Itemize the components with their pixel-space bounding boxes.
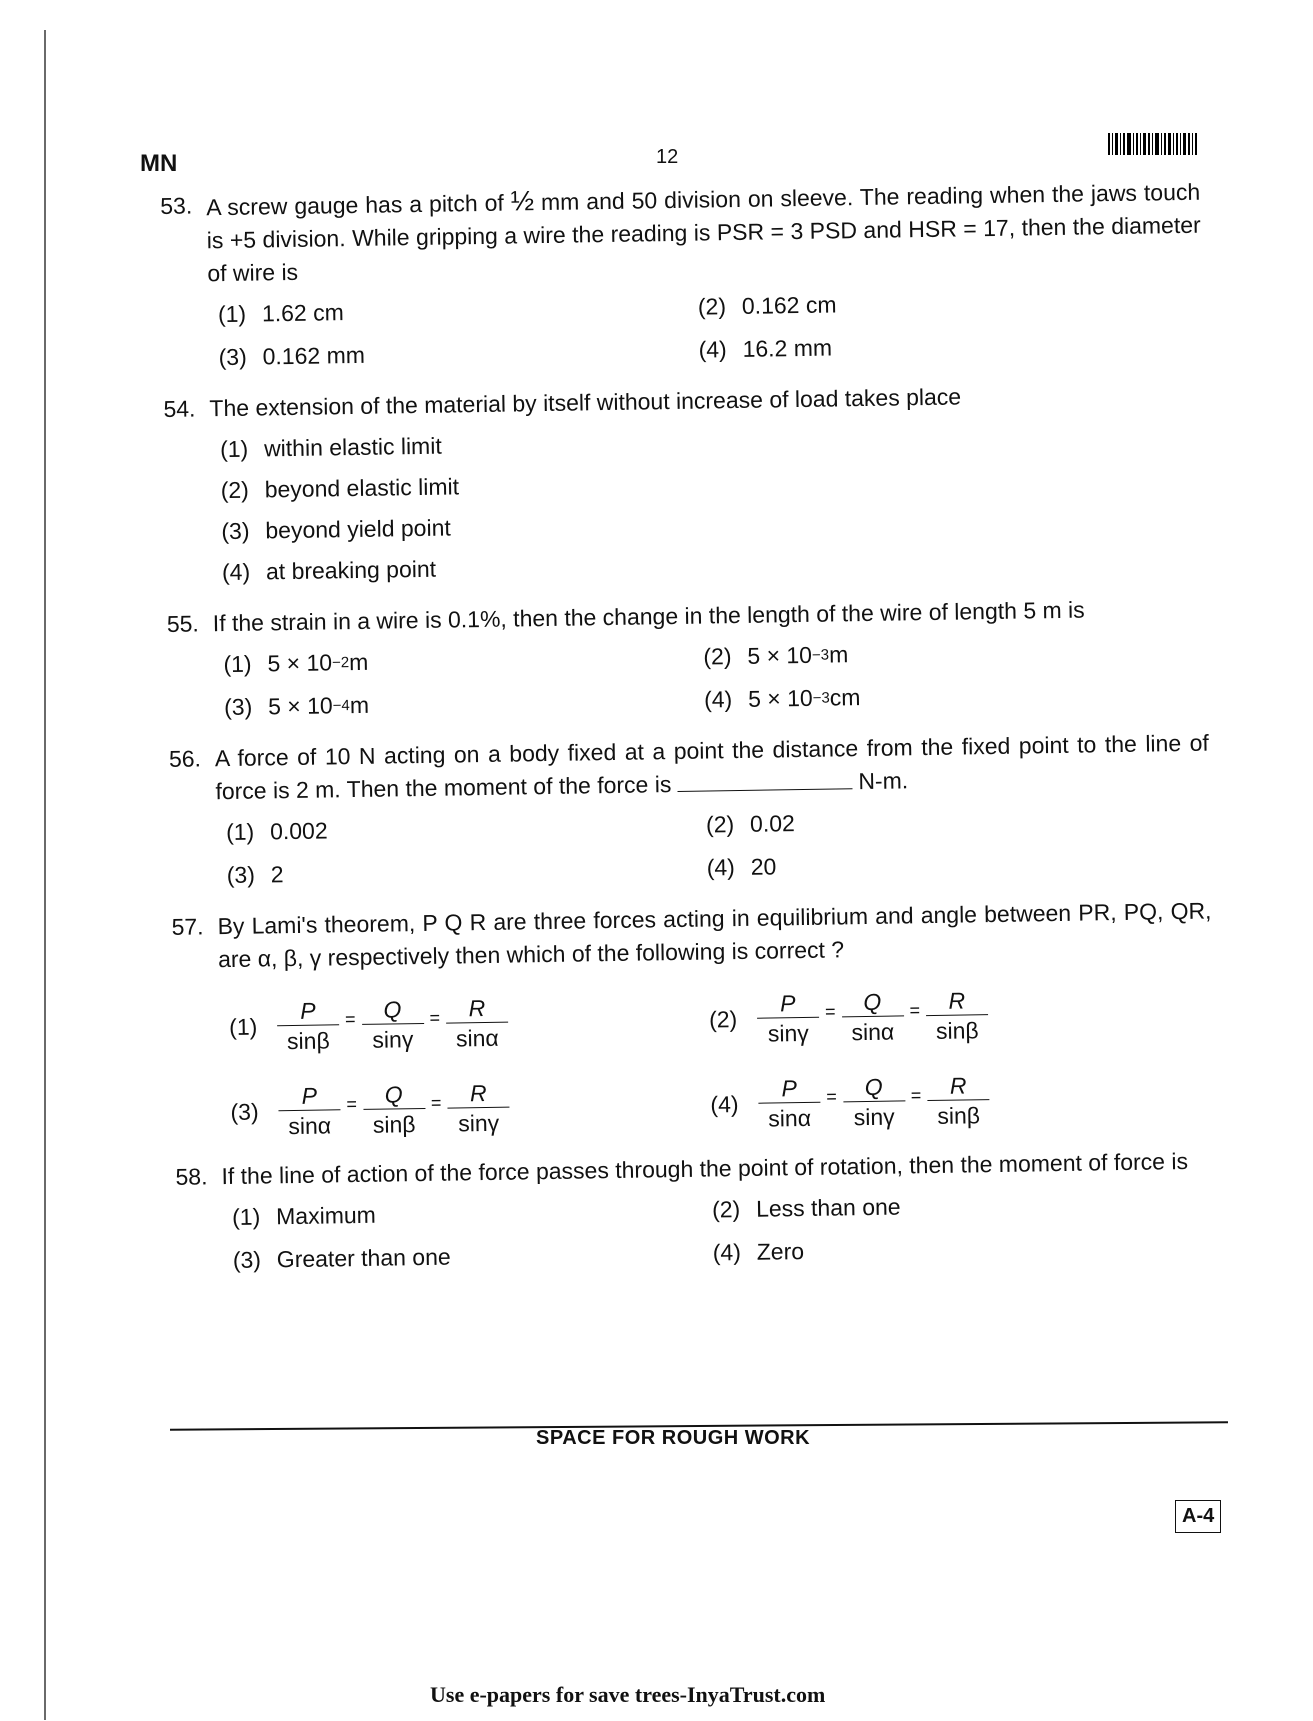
question-55 — [167, 592, 1209, 725]
option-1[interactable]: (1) Maximum — [231, 1201, 376, 1230]
page-number: 12 — [656, 146, 679, 168]
option-4[interactable]: (4) 20 — [706, 853, 777, 881]
question-number: 56. — [168, 745, 202, 772]
option-1[interactable]: (1) 1.62 cm — [217, 299, 344, 328]
question-text: The extension of the material by itself without increase of load takes place — [209, 383, 962, 422]
option-4[interactable]: (4) 16.2 mm — [698, 334, 833, 363]
question-text: A force of 10 N acting on a body fixed at a point the distance from the fixed point to the line of force is 2 m. Then the moment of the force is N-m. — [214, 729, 1210, 805]
option-2[interactable]: (2) 0.162 cm — [697, 291, 837, 320]
option-2[interactable]: (2) beyond elastic limit — [220, 473, 460, 504]
option-2[interactable]: (2) 0.02 — [705, 810, 795, 838]
option-3[interactable]: (3) 0.162 mm — [218, 341, 366, 371]
option-4[interactable]: (4) at breaking point — [221, 555, 437, 586]
question-56 — [169, 727, 1211, 893]
question-53 — [160, 174, 1203, 375]
option-2[interactable]: (2) $\frac{P}{\sin\gamma}$ = $\frac{Q}{\sin\alpha}$ = $\frac{R}{\sin\beta}$ — [709, 983, 1190, 1050]
paper-code: MN — [140, 150, 178, 177]
page-margin-line — [44, 30, 46, 1720]
rough-work-heading: SPACE FOR ROUGH WORK — [536, 1427, 811, 1449]
option-1[interactable]: (1) 5 × 10 −2 m — [223, 648, 369, 678]
question-number: 58. — [175, 1163, 208, 1190]
option-2[interactable]: (2) Less than one — [711, 1193, 901, 1223]
question-text: If the line of action of the force passes through the point of rotation, then the moment of force is — [221, 1147, 1189, 1190]
option-4[interactable]: (4) Zero — [712, 1238, 805, 1266]
option-2[interactable]: (2) 5 × 10 −3 m — [703, 641, 849, 670]
option-1[interactable]: (1) $\frac{P}{\sin\beta}$ = $\frac{Q}{\sin\gamma}$ = $\frac{R}{\sin\alpha}$ — [229, 990, 710, 1057]
question-text: If the strain in a wire is 0.1%, then the change in the length of the wire of length 5 m is — [212, 596, 1085, 637]
option-1[interactable]: (1) 0.002 — [225, 817, 328, 846]
option-3[interactable]: (3) 2 — [226, 861, 284, 889]
fraction-half: ½ — [510, 185, 535, 217]
option-3[interactable]: (3) 5 × 10 −4 m — [223, 691, 370, 721]
option-3[interactable]: (3) Greater than one — [232, 1243, 451, 1273]
barcode-icon — [1108, 133, 1200, 155]
option-4[interactable]: (4) 5 × 10 −3 cm — [703, 684, 861, 713]
question-number: 57. — [171, 913, 204, 940]
option-1[interactable]: (1) within elastic limit — [219, 432, 442, 463]
question-text: A screw gauge has a pitch of ½ mm and 50 division on sleeve. The reading when the jaws touch is +5 division. While gripping a wire the reading is PSR = 3 PSD and HSR = 17, then the diameter of wire is — [206, 178, 1201, 287]
version-badge: A-4 — [1175, 1500, 1221, 1533]
footer-text: Use e-papers for save trees-InyaTrust.com — [430, 1682, 826, 1707]
question-number: 53. — [160, 192, 193, 219]
option-3[interactable]: (3) $\frac{P}{\sin\alpha}$ = $\frac{Q}{\sin\beta}$ = $\frac{R}{\sin\gamma}$ — [230, 1075, 711, 1142]
question-54 — [163, 377, 1206, 590]
question-57 — [171, 895, 1215, 1143]
question-text: By Lami's theorem, P Q R are three forces acting in equilibrium and angle between PR, PQ, QR, are α, β, γ respectively then which of the following is correct ? — [217, 897, 1212, 973]
option-4[interactable]: (4) $\frac{P}{\sin\alpha}$ = $\frac{Q}{\sin\gamma}$ = $\frac{R}{\sin\beta}$ — [710, 1068, 1191, 1135]
answer-blank — [677, 788, 852, 792]
question-list — [160, 174, 1217, 1296]
question-58 — [175, 1145, 1217, 1278]
option-3[interactable]: (3) beyond yield point — [221, 514, 451, 545]
question-number: 55. — [166, 610, 200, 637]
question-number: 54. — [163, 395, 196, 422]
